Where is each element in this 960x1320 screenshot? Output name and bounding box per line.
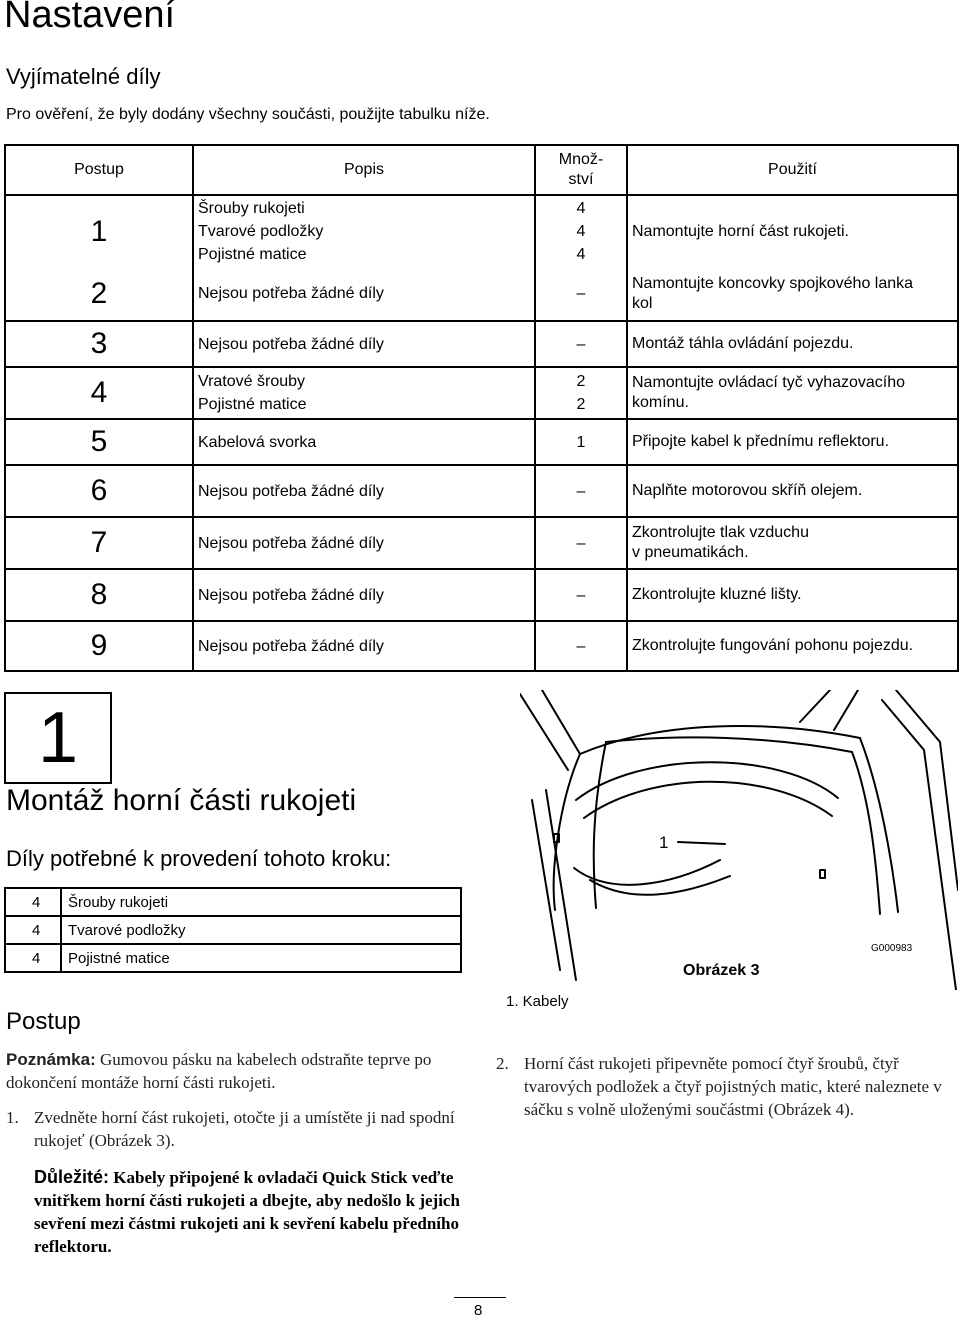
- qty-line: 4: [576, 246, 586, 263]
- qty-line: 1: [576, 433, 586, 451]
- step-number-cell: 2: [5, 267, 193, 321]
- page-number-rule: [454, 1297, 506, 1298]
- top-left-bar-2: [542, 690, 580, 754]
- quantity-cell: [535, 267, 627, 321]
- description-cell: [193, 419, 535, 465]
- step-number-cell: 9: [5, 621, 193, 671]
- qty-line: 4: [576, 223, 586, 240]
- description-cell: [193, 569, 535, 621]
- usage-cell: [627, 267, 958, 321]
- desc-line: Nejsou potřeba žádné díly: [198, 285, 384, 302]
- header-postup: Postup: [5, 145, 193, 195]
- handle-right-outer: [860, 738, 898, 912]
- use-line: Montáž táhla ovládání pojezdu.: [632, 335, 854, 352]
- top-left-bar: [520, 694, 568, 770]
- note-paragraph: [6, 1048, 456, 1094]
- usage-cell: [627, 321, 958, 367]
- qty-line: –: [576, 335, 586, 353]
- part-qty: 4: [5, 916, 61, 944]
- part-name: Šrouby rukojeti: [61, 888, 461, 916]
- quantity-cell: [535, 367, 627, 419]
- description-cell: [193, 321, 535, 367]
- desc-line: Kabelová svorka: [198, 433, 317, 451]
- desc-line: Nejsou potřeba žádné díly: [198, 335, 384, 353]
- usage-cell: [627, 621, 958, 671]
- use-line: Naplňte motorovou skříň olejem.: [632, 482, 863, 499]
- header-mnozstvi-line2: ství: [568, 171, 594, 188]
- important-text: Kabely připojené k ovladači Quick Stick veďte vnitřkem horní části rukojeti a dbejte, aby nedošlo k jejich sevření mezi částmi rukojeti ani k sevření kabelu předního reflektoru.: [34, 1168, 460, 1256]
- description-cell: [193, 465, 535, 517]
- table-row: [5, 267, 958, 321]
- item-text: Horní část rukojeti připevněte pomocí čtyř šroubů, čtyř tvarových podložek a čtyř pojistných matic, které naleznete v sáčku s volně uloženými součástmi (Obrázek 4).: [524, 1054, 942, 1119]
- section-subtitle: Vyjímatelné díly: [6, 64, 161, 89]
- figure-callout: 1: [659, 833, 669, 852]
- important-label: Důležité:: [34, 1167, 110, 1187]
- quantity-cell: [535, 195, 627, 267]
- desc-line: Pojistné matice: [198, 396, 307, 413]
- top-right-bar-2: [834, 690, 858, 730]
- qty-line: –: [576, 637, 586, 655]
- step-number-cell: 5: [5, 419, 193, 465]
- desc-line: Šrouby rukojeti: [198, 200, 305, 217]
- header-mnozstvi: [535, 145, 627, 195]
- step-number-cell: 4: [5, 367, 193, 419]
- lower-frame-outer: [574, 860, 720, 885]
- description-cell: [193, 621, 535, 671]
- step-title: Montáž horní části rukojeti: [6, 784, 357, 817]
- description-cell: [193, 367, 535, 419]
- table-row: [5, 517, 958, 569]
- desc-line: Vratové šrouby: [198, 373, 306, 390]
- item-text: Zvedněte horní část rukojeti, otočte ji a umístěte ji nad spodní rukojeť (Obrázek 3).: [34, 1108, 455, 1150]
- parts-summary-table: [4, 144, 959, 672]
- desc-line: Nejsou potřeba žádné díly: [198, 482, 384, 500]
- lower-crossbar-inner: [584, 782, 832, 818]
- use-line: Připojte kabel k přednímu reflektoru.: [632, 433, 890, 450]
- use-line: v pneumatikách.: [632, 544, 749, 561]
- usage-cell: [627, 569, 958, 621]
- top-right-bar: [800, 690, 830, 722]
- use-line: Zkontrolujte tlak vzduchu: [632, 524, 809, 541]
- header-mnozstvi-line1: Množ-: [558, 151, 604, 168]
- desc-line: Nejsou potřeba žádné díly: [198, 586, 384, 604]
- item-number: 2.: [496, 1054, 509, 1073]
- table-row: [5, 321, 958, 367]
- qty-line: 2: [576, 396, 586, 413]
- use-line: Namontujte koncovky spojkového lanka: [632, 274, 914, 292]
- qty-line: –: [576, 534, 586, 552]
- use-line: kol: [632, 294, 653, 312]
- procedure-item-2: [496, 1052, 956, 1121]
- quantity-cell: [535, 517, 627, 569]
- table-row: [5, 465, 958, 517]
- note-text: Gumovou pásku na kabelech odstraňte teprve po dokončení montáže horní části rukojeti.: [6, 1050, 432, 1092]
- qty-line: –: [576, 586, 586, 604]
- note-label: Poznámka:: [6, 1050, 96, 1069]
- desc-line: Pojistné matice: [198, 246, 307, 263]
- step-number-cell: 8: [5, 569, 193, 621]
- right-long-bar-2: [896, 690, 958, 890]
- quantity-cell: [535, 419, 627, 465]
- part-qty: 4: [5, 888, 61, 916]
- parts-needed-heading: Díly potřebné k provedení tohoto kroku:: [6, 846, 392, 871]
- header-pouziti: Použití: [627, 145, 958, 195]
- qty-line: 2: [576, 373, 586, 390]
- qty-line: –: [576, 285, 586, 302]
- procedure-heading: Postup: [6, 1008, 81, 1035]
- use-line: Zkontrolujte kluzné lišty.: [632, 586, 802, 603]
- quantity-cell: [535, 465, 627, 517]
- part-name: Pojistné matice: [61, 944, 461, 972]
- usage-cell: [627, 367, 958, 419]
- figure-label: Obrázek 3: [683, 962, 760, 979]
- use-line: Namontujte ovládací tyč vyhazovacího: [632, 374, 906, 391]
- quantity-cell: [535, 569, 627, 621]
- use-line: komínu.: [632, 394, 689, 411]
- handle-left-outer: [554, 754, 580, 910]
- desc-line: Nejsou potřeba žádné díly: [198, 534, 384, 552]
- step-number-cell: 3: [5, 321, 193, 367]
- step-number-cell: 1: [5, 195, 193, 267]
- step-parts-table: [4, 887, 462, 973]
- step-number-cell: 7: [5, 517, 193, 569]
- handle-top-tube-inner: [606, 737, 852, 752]
- figure-code: G000983: [871, 943, 913, 954]
- lower-frame-inner: [590, 876, 730, 895]
- part-name: Tvarové podložky: [61, 916, 461, 944]
- qty-line: –: [576, 482, 586, 500]
- use-line: Namontujte horní část rukojeti.: [632, 222, 849, 240]
- desc-line: Nejsou potřeba žádné díly: [198, 637, 384, 655]
- table-row: [5, 367, 958, 419]
- parts-row: [5, 888, 461, 916]
- parts-row: [5, 916, 461, 944]
- handle-right-inner: [852, 752, 880, 914]
- step-number-cell: 6: [5, 465, 193, 517]
- parts-row: [5, 944, 461, 972]
- page-title: Nastavení: [4, 0, 176, 36]
- description-cell: [193, 195, 535, 267]
- qty-line: 4: [576, 200, 586, 217]
- description-cell: [193, 517, 535, 569]
- table-header-row: [5, 145, 958, 195]
- quantity-cell: [535, 321, 627, 367]
- table-row: [5, 621, 958, 671]
- usage-cell: [627, 419, 958, 465]
- usage-cell: [627, 195, 958, 267]
- table-row: [5, 419, 958, 465]
- part-qty: 4: [5, 944, 61, 972]
- callout-leader: [678, 842, 725, 844]
- description-cell: [193, 267, 535, 321]
- item-number: 1.: [6, 1108, 19, 1127]
- left-bottom-bar: [532, 800, 560, 970]
- use-line: Zkontrolujte fungování pohonu pojezdu.: [632, 637, 914, 654]
- step-number-box: 1: [4, 692, 112, 784]
- important-paragraph: [34, 1166, 464, 1258]
- table-row: [5, 569, 958, 621]
- desc-line: Tvarové podložky: [198, 223, 324, 240]
- page-number: 8: [474, 1302, 483, 1319]
- usage-cell: [627, 465, 958, 517]
- figure-caption: 1. Kabely: [506, 993, 569, 1010]
- quantity-cell: [535, 621, 627, 671]
- intro-text: Pro ověření, že byly dodány všechny součásti, použijte tabulku níže.: [6, 106, 490, 123]
- usage-cell: [627, 517, 958, 569]
- header-popis: Popis: [193, 145, 535, 195]
- table-row: [5, 195, 958, 267]
- procedure-item-1: [6, 1106, 456, 1152]
